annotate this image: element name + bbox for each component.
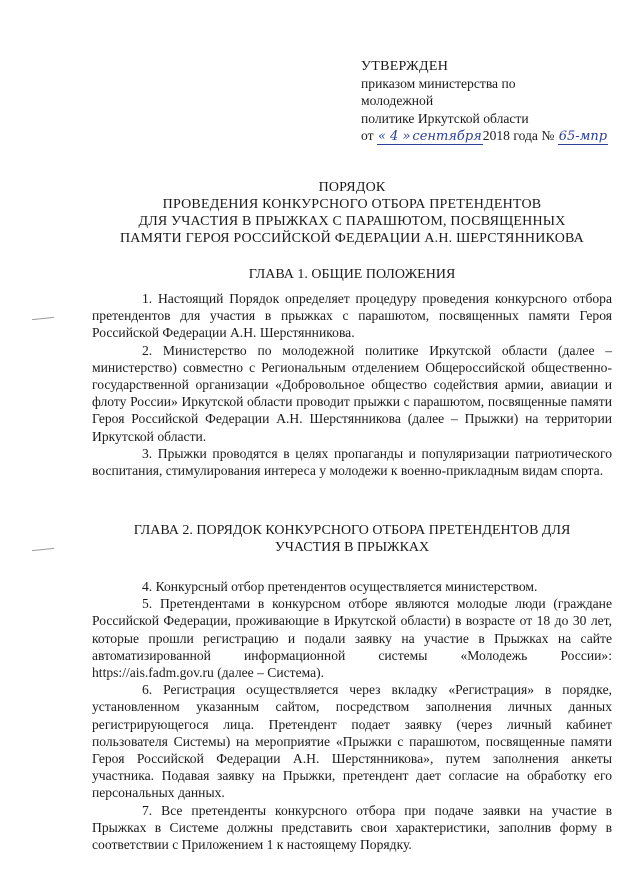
approval-date-line — [361, 127, 631, 145]
approval-stamp-block — [361, 58, 631, 145]
approval-line-2: молодежной — [361, 93, 434, 109]
paragraph-5: 5. Претендентами в конкурсном отборе являются молодые люди (граждане Российской Федерации, проживающие в Иркутской области) в возрасте от 18 до 30 лет, которые прошли регистрацию и подали заявку на участие в Прыжках на сайте автоматизированной информационной системы «Молодежь России»: https://ais.fadm.gov.ru (далее – Система). — [92, 596, 612, 681]
approval-number-handwritten: 65-мпр — [558, 128, 608, 144]
approval-line-3: политике Иркутской области — [361, 110, 529, 126]
chapter-1-heading: ГЛАВА 1. ОБЩИЕ ПОЛОЖЕНИЯ — [248, 267, 456, 282]
approval-year-text: 2018 года № — [482, 127, 555, 143]
approval-line-1: приказом министерства по — [361, 76, 516, 92]
title-line-1: ПОРЯДОК — [318, 180, 386, 195]
approval-heading: УТВЕРЖДЕН — [361, 59, 449, 74]
document-title — [92, 179, 612, 247]
paragraph-2: 2. Министерство по молодежной политике Иркутской области (далее – министерство) совместно с Региональным отделением Общероссийской общественно-государственной организации «Добровольное общество содействия армии, авиации и флоту России» Иркутской области проводит прыжки с парашютом, посвященные памяти Героя Российской Федерации А.Н. Шерстянникова (далее – Прыжки) на территории Иркутской области. — [92, 342, 612, 444]
title-line-4: ПАМЯТИ ГЕРОЯ РОССИЙСКОЙ ФЕДЕРАЦИИ А.Н. ШЕРСТЯННИКОВА — [120, 231, 584, 246]
paragraph-3: 3. Прыжки проводятся в целях пропаганды и популяризации патриотического воспитания, стимулирования интереса у молодежи к военно-прикладным видам спорта. — [92, 445, 612, 479]
approval-month-handwritten: сентября — [412, 128, 482, 144]
paragraph-6: 6. Регистрация осуществляется через вкладку «Регистрация» в порядке, установленном указанным сайтом, посредством заполнения личных данных регистрирующегося лица. Претендент подает заявку (через личный кабинет пользователя Системы) на мероприятие «Прыжки с парашютом, посвященные памяти Героя Российской Федерации А.Н. Шерстянникова», путем заполнения анкеты участника. Подавая заявку на Прыжки, претендент дает согласие на обработку его персональных данных. — [92, 682, 612, 801]
title-line-2: ПРОВЕДЕНИЯ КОНКУРСНОГО ОТБОРА ПРЕТЕНДЕНТОВ — [162, 197, 542, 212]
chapter-2-heading-line-2: УЧАСТИЯ В ПРЫЖКАХ — [274, 540, 430, 555]
title-line-3: ДЛЯ УЧАСТИЯ В ПРЫЖКАХ С ПАРАШЮТОМ, ПОСВЯЩЕННЫХ — [138, 214, 566, 229]
approval-day-handwritten: « 4 » — [377, 128, 411, 144]
paragraph-1: 1. Настоящий Порядок определяет процедуру проведения конкурсного отбора претендентов для участия в прыжках с парашютом, посвященных памяти Героя Российской Федерации А.Н. Шерстянникова. — [92, 291, 612, 341]
paragraph-7: 7. Все претенденты конкурсного отбора при подаче заявки на участие в Прыжках в Системе должны представить свои характеристики, заполнив форму в соответствии с Приложением 1 к настоящему Порядку. — [92, 802, 612, 853]
scan-margin-mark — [32, 317, 54, 320]
scan-margin-mark — [32, 548, 54, 551]
chapter-2-body — [92, 578, 612, 853]
chapter-2-heading-line-1: ГЛАВА 2. ПОРЯДОК КОНКУРСНОГО ОТБОРА ПРЕТЕНДЕНТОВ ДЛЯ — [133, 523, 571, 538]
paragraph-4: 4. Конкурсный отбор претендентов осуществляется министерством. — [142, 579, 538, 594]
chapter-2-heading — [92, 522, 612, 556]
chapter-1-body — [92, 290, 612, 479]
approval-date-prefix: от — [361, 127, 374, 143]
